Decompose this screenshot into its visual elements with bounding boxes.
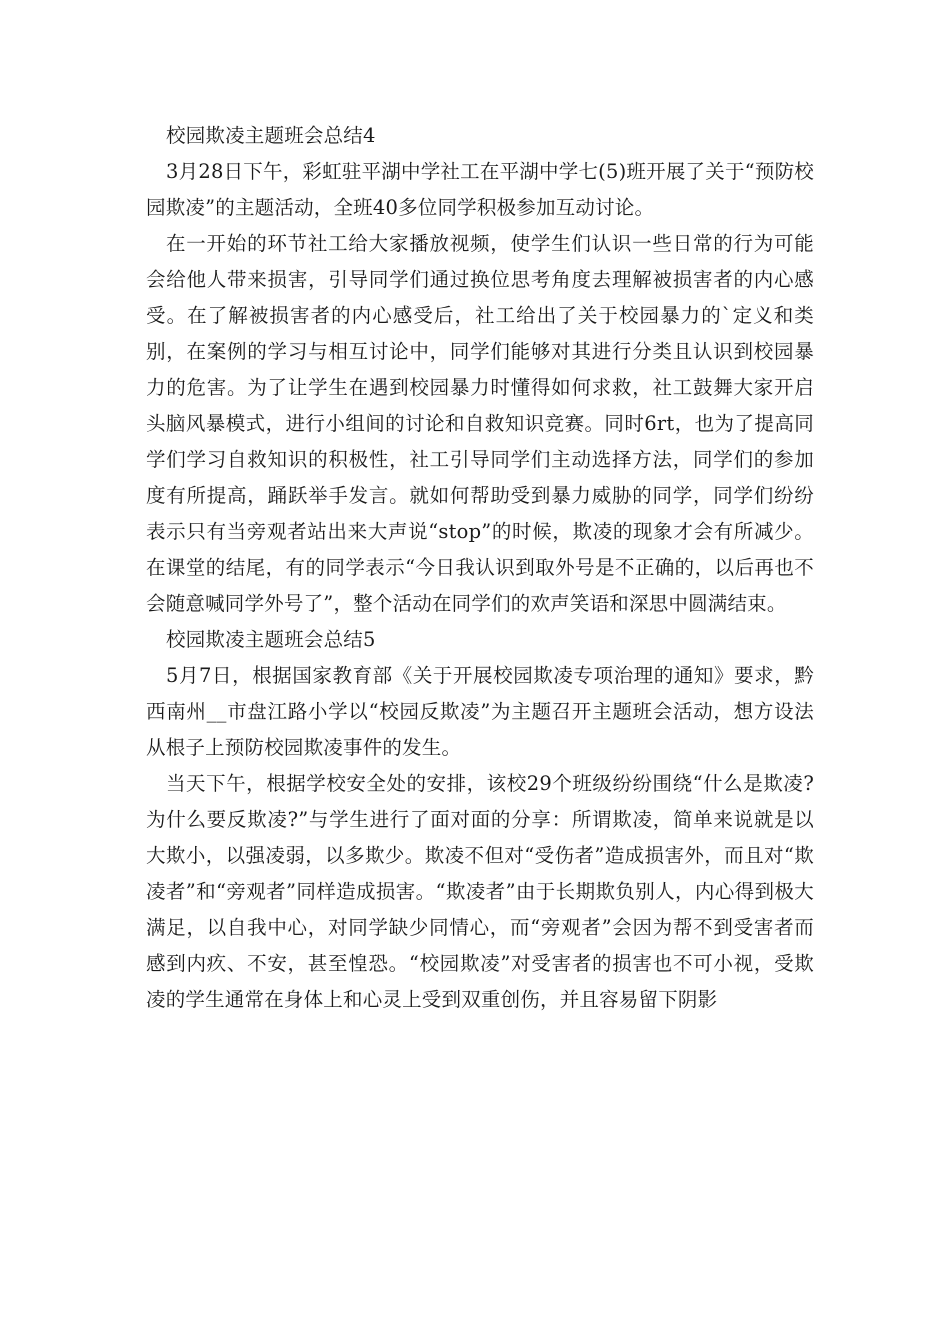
paragraph: 3月28日下午，彩虹驻平湖中学社工在平湖中学七(5)班开展了关于“预防校园欺凌”的主题活动，全班40多位同学积极参加互动讨论。 bbox=[146, 160, 814, 219]
paragraph: 5月7日，根据国家教育部《关于开展校园欺凌专项治理的通知》要求，黔西南州__市盘江路小学以“校园反欺凌”为主题召开主题班会活动，想方设法从根子上预防校园欺凌事件的发生。 bbox=[146, 664, 814, 759]
section-5 bbox=[146, 622, 814, 1018]
section-heading: 校园欺凌主题班会总结5 bbox=[166, 628, 376, 651]
section-heading: 校园欺凌主题班会总结4 bbox=[166, 124, 376, 147]
section-4 bbox=[146, 118, 814, 622]
document-body bbox=[146, 118, 814, 1018]
paragraph: 当天下午，根据学校安全处的安排，该校29个班级纷纷围绕“什么是欺凌?为什么要反欺凌?”与学生进行了面对面的分享：所谓欺凌，简单来说就是以大欺小，以强凌弱，以多欺少。欺凌不但对“受伤者”造成损害外，而且对“欺凌者”和“旁观者”同样造成损害。“欺凌者”由于长期欺负别人，内心得到极大满足，以自我中心，对同学缺少同情心，而“旁观者”会因为帮不到受害者而感到内疚、不安，甚至惶恐。“校园欺凌”对受害者的损害也不可小视，受欺凌的学生通常在身体上和心灵上受到双重创伤，并且容易留下阴影 bbox=[146, 772, 814, 1011]
paragraph: 在一开始的环节社工给大家播放视频，使学生们认识一些日常的行为可能会给他人带来损害，引导同学们通过换位思考角度去理解被损害者的内心感受。在了解被损害者的内心感受后，社工给出了关于校园暴力的`定义和类别，在案例的学习与相互讨论中，同学们能够对其进行分类且认识到校园暴力的危害。为了让学生在遇到校园暴力时懂得如何求救，社工鼓舞大家开启头脑风暴模式，进行小组间的讨论和自救知识竞赛。同时6rt，也为了提高同学们学习自救知识的积极性，社工引导同学们主动选择方法，同学们的参加度有所提高，踊跃举手发言。就如何帮助受到暴力威胁的同学，同学们纷纷表示只有当旁观者站出来大声说“stop”的时候，欺凌的现象才会有所减少。在课堂的结尾，有的同学表示“今日我认识到取外号是不正确的，以后再也不会随意喊同学外号了”，整个活动在同学们的欢声笑语和深思中圆满结束。 bbox=[146, 232, 814, 615]
